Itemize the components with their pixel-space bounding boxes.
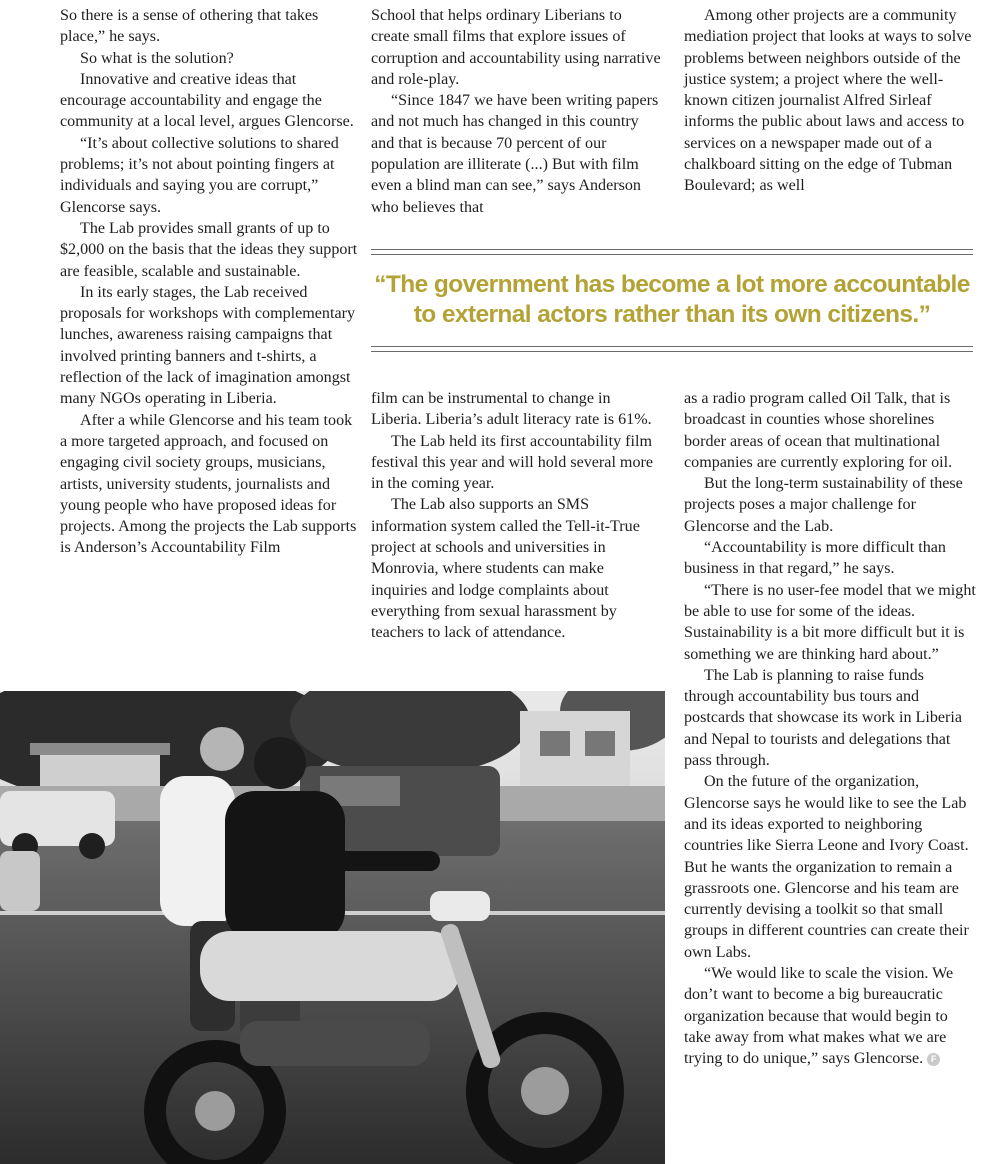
paragraph: “Accountability is more difficult than business in that regard,” he says. bbox=[684, 539, 946, 578]
paragraph: After a while Glencorse and his team took a more targeted approach, and focused on engaging civil society groups, musicians, artists, university students, journalists and young people who have proposed ideas for projects. Among the projects the Lab supports is Anderson’s Accountability Film bbox=[60, 411, 357, 557]
pullquote-rule-top bbox=[371, 249, 973, 255]
article-column-2-bottom bbox=[371, 388, 663, 644]
paragraph: The Lab held its first accountability film festival this year and will hold several more in the coming year. bbox=[371, 432, 654, 493]
closing-quote-text: “We would like to scale the vision. We don’t want to become a big bureaucratic organization because that would begin to take away from what makes what we are trying to do unique,” says Glencorse. bbox=[684, 965, 954, 1068]
pull-quote-line-2: to external actors rather than its own citizens.” bbox=[413, 301, 931, 328]
pullquote-rule-bottom bbox=[371, 346, 973, 352]
pull-quote bbox=[371, 270, 973, 330]
paragraph: “There is no user-fee model that we might be able to use for some of the ideas. Sustainability is a bit more difficult but it is something we are thinking hard about.” bbox=[684, 581, 976, 663]
paragraph: The Lab provides small grants of up to $2,000 on the basis that the ideas they support are feasible, scalable and sustainable. bbox=[60, 219, 358, 280]
paragraph: But the long-term sustainability of these projects poses a major challenge for Glencorse and the Lab. bbox=[684, 475, 963, 535]
end-of-article-icon: F bbox=[927, 1053, 940, 1066]
paragraph: Innovative and creative ideas that encourage accountability and engage the community at a local level, argues Glencorse. bbox=[60, 70, 354, 131]
paragraph: film can be instrumental to change in Liberia. Liberia’s adult literacy rate is 61%. bbox=[371, 390, 652, 429]
article-column-2-top bbox=[371, 5, 663, 218]
paragraph: School that helps ordinary Liberians to create small films that explore issues of corruption and accountability using narrative and role-play. bbox=[371, 7, 661, 88]
article-column-1 bbox=[60, 5, 360, 559]
paragraph: The Lab also supports an SMS information system called the Tell-it-True project at schools and universities in Monrovia, where students can make inquiries and lodge complaints about everything from sexual harassment by teachers to lack of attendance. bbox=[371, 496, 640, 642]
paragraph: The Lab is planning to raise funds through accountability bus tours and postcards that showcase its work in Liberia and Nepal to tourists and delegations that pass through. bbox=[684, 666, 962, 770]
paragraph: “Since 1847 we have been writing papers and not much has changed in this country and that is because 70 percent of our population are illiterate (...) But with film even a blind man can see,” says Anderson who believes that bbox=[371, 92, 659, 216]
paragraph: In its early stages, the Lab received proposals for workshops with complementary lunches, awareness raising campaigns that involved printing banners and t-shirts, a reflection of the lack of imagination amongst many NGOs operating in Liberia. bbox=[60, 283, 355, 408]
article-column-3-bottom bbox=[684, 388, 976, 1070]
paragraph: Among other projects are a community mediation project that looks at ways to solve problems between neighbors outside of the justice system; a project where the well-known citizen journalist Alfred Sirleaf informs the public about laws and access to services on a newspaper made out of a chalkboard sitting on the edge of Tubman Boulevard; as well bbox=[684, 7, 972, 195]
paragraph: So what is the solution? bbox=[80, 49, 234, 67]
paragraph bbox=[684, 963, 976, 1069]
article-column-3-top bbox=[684, 5, 976, 197]
paragraph: “It’s about collective solutions to shared problems; it’s not about pointing fingers at individuals and saying you are corrupt,” Glencorse says. bbox=[60, 134, 339, 216]
paragraph: On the future of the organization, Glencorse says he would like to see the Lab and its ideas exported to neighboring countries like Sierra Leone and Ivory Coast. But he wants the organization to remain a grassroots one. Glencorse and his team are currently devising a toolkit so that small groups in different countries can create their own Labs. bbox=[684, 773, 969, 961]
pull-quote-line-1: “The government has become a lot more accountable bbox=[374, 271, 970, 298]
paragraph: as a radio program called Oil Talk, that is broadcast in counties whose shorelines border areas of ocean that multinational companies are currently exploring for oil. bbox=[684, 390, 953, 471]
paragraph: So there is a sense of othering that takes place,” he says. bbox=[60, 7, 319, 46]
motorcycle-photo bbox=[0, 691, 665, 1164]
